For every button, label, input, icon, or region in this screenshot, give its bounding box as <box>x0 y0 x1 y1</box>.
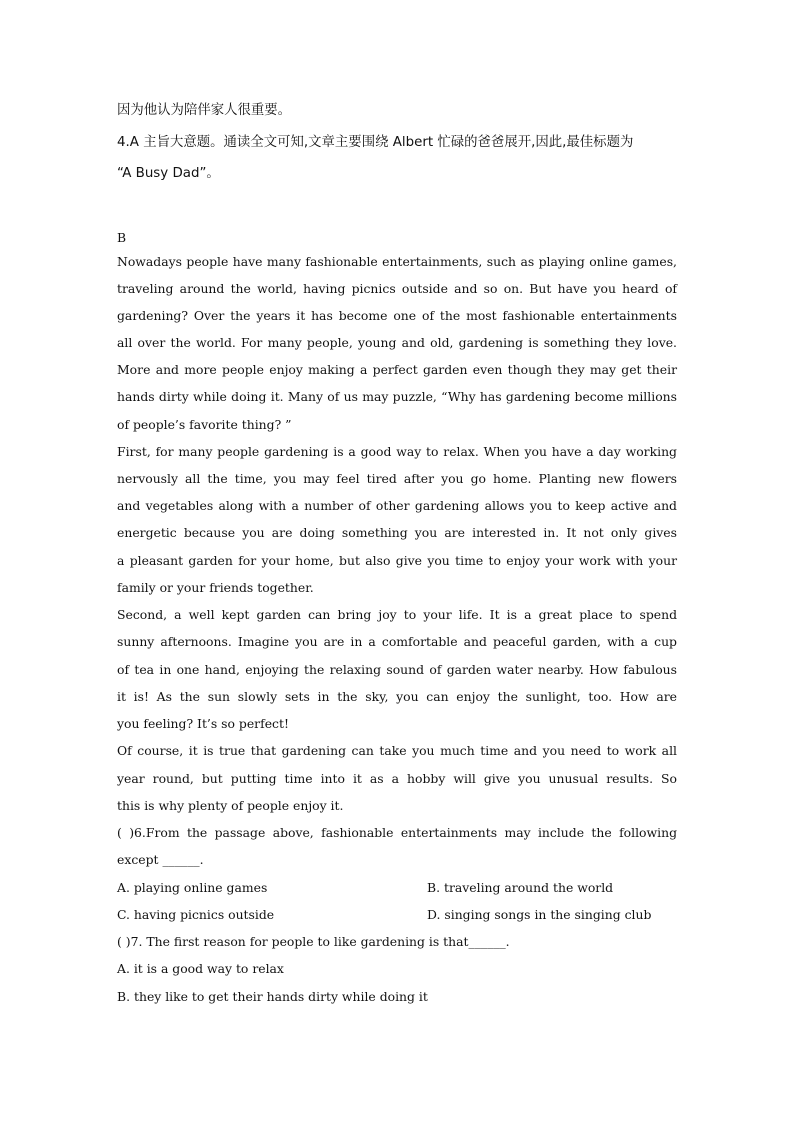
question-stem: ( )6.From the passage above, fashionable entertainments may include the following <box>117 825 677 840</box>
question-stem: ( )7. The first reason for people to like gardening is that______. <box>117 934 510 949</box>
passage-line: and vegetables along with a number of other gardening allows you to keep active and <box>117 498 677 513</box>
option-c[interactable]: C. having picnics outside <box>117 907 275 922</box>
option-a[interactable]: A. it is a good way to relax <box>117 961 284 976</box>
question-stem: except ______. <box>117 852 204 867</box>
answer-explanation-line: 4.A 主旨大意题。通读全文可知,文章主要围绕 Albert 忙碌的爸爸展开,因此,最佳标题为 <box>117 135 634 150</box>
passage-line: sunny afternoons. Imagine you are in a comfortable and peaceful garden, with a cup <box>117 634 677 649</box>
passage-line: year round, but putting time into it as a hobby will give you unusual results. So <box>117 771 677 786</box>
passage-line: Of course, it is true that gardening can take you much time and you need to work all <box>117 743 677 758</box>
passage-line: Nowadays people have many fashionable entertainments, such as playing online games, <box>117 254 677 269</box>
passage-line: a pleasant garden for your home, but also give you time to enjoy your work with your <box>117 553 677 568</box>
answer-explanation-line: “A Busy Dad”。 <box>117 166 220 181</box>
option-a[interactable]: A. playing online games <box>117 880 268 895</box>
passage-line: family or your friends together. <box>117 580 314 595</box>
option-row <box>117 879 677 897</box>
passage-line: it is! As the sun slowly sets in the sky, you can enjoy the sunlight, too. How are <box>117 689 677 704</box>
passage-line: energetic because you are doing something you are interested in. It not only gives <box>117 525 677 540</box>
passage-line: of people’s favorite thing? ” <box>117 417 292 432</box>
option-b[interactable]: B. they like to get their hands dirty while doing it <box>117 989 428 1004</box>
passage-line: all over the world. For many people, young and old, gardening is something they love. <box>117 335 677 350</box>
passage-line: traveling around the world, having picnics outside and so on. But have you heard of <box>117 281 677 296</box>
passage-line: nervously all the time, you may feel tired after you go home. Planting new flowers <box>117 471 677 486</box>
passage-line: of tea in one hand, enjoying the relaxing sound of garden water nearby. How fabulous <box>117 662 677 677</box>
option-d[interactable]: D. singing songs in the singing club <box>427 907 652 922</box>
option-row <box>117 906 677 924</box>
passage-line: First, for many people gardening is a good way to relax. When you have a day working <box>117 444 677 459</box>
passage-line: Second, a well kept garden can bring joy to your life. It is a great place to spend <box>117 607 677 622</box>
passage-line: this is why plenty of people enjoy it. <box>117 798 344 813</box>
passage-line: More and more people enjoy making a perfect garden even though they may get their <box>117 362 677 377</box>
answer-explanation-line: 因为他认为陪伴家人很重要。 <box>117 103 292 118</box>
passage-line: gardening? Over the years it has become one of the most fashionable entertainments <box>117 308 677 323</box>
section-label: B <box>117 230 127 245</box>
passage-line: you feeling? It’s so perfect! <box>117 716 289 731</box>
passage-line: hands dirty while doing it. Many of us may puzzle, “Why has gardening become millions <box>117 389 677 404</box>
option-b[interactable]: B. traveling around the world <box>427 880 614 895</box>
